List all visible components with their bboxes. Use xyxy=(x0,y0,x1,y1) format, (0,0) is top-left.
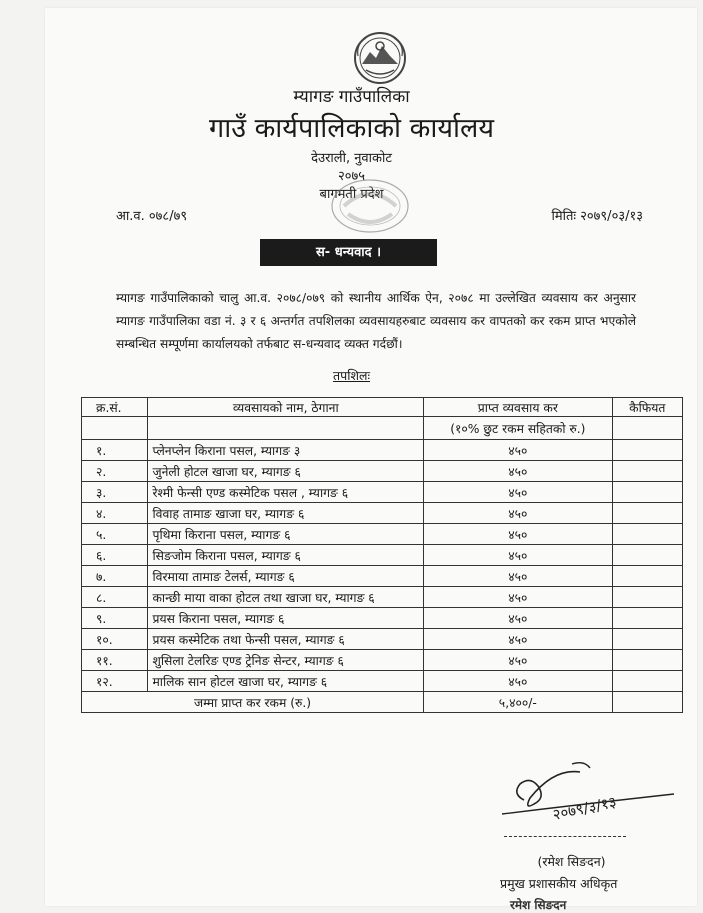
row-name: प्रयस कस्मेटिक तथा फेन्सी पसल, म्यागङ ६ xyxy=(148,629,424,650)
office-name: म्यागङ गाउँपालिका xyxy=(293,87,410,107)
row-sn: ११. xyxy=(82,650,148,671)
row-remarks xyxy=(612,524,682,545)
row-name: प्लेनप्लेन किराना पसल, म्यागङ ३ xyxy=(148,440,424,461)
address-line-1: देउराली, नुवाकोट xyxy=(311,151,392,166)
office-stamp-icon xyxy=(322,176,414,240)
row-name: रेश्मी फेन्सी एण्ड कस्मेटिक पसल , म्यागङ ६ xyxy=(148,482,424,503)
signatory-name: (रमेश सिङदन) xyxy=(537,854,606,869)
row-name: शुसिला टेलरिङ एण्ड ट्रेनिङ सेन्टर, म्यागङ ६ xyxy=(148,650,424,671)
table-row xyxy=(82,482,683,503)
row-remarks xyxy=(612,587,682,608)
row-name: प्रयस किराना पसल, म्यागङ ६ xyxy=(148,608,424,629)
table-row xyxy=(82,566,683,587)
row-name: सिङजोम किराना पसल, म्यागङ ६ xyxy=(148,545,424,566)
row-remarks xyxy=(612,566,682,587)
signatory-stamp: रमेश सिङदन xyxy=(510,898,567,912)
row-amount: ४५० xyxy=(424,566,613,587)
row-remarks xyxy=(612,671,682,692)
row-name: कान्छी माया वाका होटल तथा खाजा घर, म्यागङ ६ xyxy=(148,587,424,608)
table-row xyxy=(82,440,683,461)
address-line-3: बागमती प्रदेश xyxy=(319,187,384,202)
signature-date: २०७९/३/१३ xyxy=(551,792,619,824)
row-amount: ४५० xyxy=(424,545,613,566)
table-row xyxy=(82,629,683,650)
total-label: जम्मा प्राप्त कर रकम (रु.) xyxy=(82,692,424,713)
tax-table xyxy=(81,397,683,713)
row-remarks xyxy=(612,503,682,524)
row-amount: ४५० xyxy=(424,587,613,608)
table-row xyxy=(82,608,683,629)
table-row xyxy=(82,503,683,524)
government-emblem-icon xyxy=(352,30,408,86)
table-row xyxy=(82,524,683,545)
row-amount: ४५० xyxy=(424,671,613,692)
row-amount: ४५० xyxy=(424,482,613,503)
table-row xyxy=(82,650,683,671)
title-bar: स- धन्यवाद । xyxy=(260,239,437,266)
row-sn: १. xyxy=(82,440,148,461)
row-amount: ४५० xyxy=(424,461,613,482)
row-sn: ७. xyxy=(82,566,148,587)
table-row xyxy=(82,461,683,482)
row-sn: ४. xyxy=(82,503,148,524)
details-label xyxy=(0,367,703,384)
row-sn: ९. xyxy=(82,608,148,629)
header-amount-sub: (१०% छुट रकम सहितको रु.) xyxy=(424,417,613,440)
row-remarks xyxy=(612,545,682,566)
row-name: मालिक सान होटल खाजा घर, म्यागङ ६ xyxy=(148,671,424,692)
row-sn: ३. xyxy=(82,482,148,503)
row-sn: ८. xyxy=(82,587,148,608)
header-name: व्यवसायको नाम, ठेगाना xyxy=(148,398,424,417)
row-name: पृथिमा किराना पसल, म्यागङ ६ xyxy=(148,524,424,545)
row-name: विवाह तामाङ खाजा घर, म्यागङ ६ xyxy=(148,503,424,524)
letter-date: मितिः २०७९/०३/१३ xyxy=(551,209,643,224)
row-sn: १०. xyxy=(82,629,148,650)
row-amount: ४५० xyxy=(424,650,613,671)
row-remarks xyxy=(612,650,682,671)
address-line-2: २०७५ xyxy=(337,169,366,184)
signatory-role: प्रमुख प्रशासकीय अधिकृत xyxy=(500,876,618,891)
header-name-cont xyxy=(148,417,424,440)
fiscal-year: आ.व. ०७८/७९ xyxy=(116,209,188,224)
row-amount: ४५० xyxy=(424,608,613,629)
table-row xyxy=(82,545,683,566)
header-amount: प्राप्त व्यवसाय कर xyxy=(424,398,613,417)
table-header-row xyxy=(82,398,683,417)
row-sn: ६. xyxy=(82,545,148,566)
total-row xyxy=(82,692,683,713)
row-name: विरमाया तामाङ टेलर्स, म्यागङ ६ xyxy=(148,566,424,587)
row-sn: ५. xyxy=(82,524,148,545)
row-sn: २. xyxy=(82,461,148,482)
office-title: गाउँ कार्यपालिकाको कार्यालय xyxy=(209,113,494,144)
row-amount: ४५० xyxy=(424,440,613,461)
row-amount: ४५० xyxy=(424,503,613,524)
row-remarks xyxy=(612,482,682,503)
total-remarks xyxy=(612,692,682,713)
row-remarks xyxy=(612,608,682,629)
signature-line xyxy=(504,836,626,837)
row-amount: ४५० xyxy=(424,524,613,545)
row-sn: १२. xyxy=(82,671,148,692)
header-remarks-cont xyxy=(612,417,682,440)
signature xyxy=(494,754,684,832)
total-amount: ५,४००/- xyxy=(424,692,613,713)
row-remarks xyxy=(612,440,682,461)
row-remarks xyxy=(612,461,682,482)
header-sn: क्र.सं. xyxy=(82,398,148,417)
body-paragraph: म्यागङ गाउँपालिकाको चालु आ.व. २०७८/०७९ को स्थानीय आर्थिक ऐन, २०७८ मा उल्लेखित व्यवसाय कर अनुसार म्यागङ गाउँपालिका वडा नं. ३ र ६ अन्तर्गत तपशिलका व्यवसायहरुबाट व्यवसाय कर वापतको कर रकम प्राप्त भएकोले सम्बन्धित सम्पूर्णमा कार्यालयको तर्फबाट स-धन्यवाद व्यक्त गर्दछौं। xyxy=(116,291,636,351)
details-label-text: तपशिलः xyxy=(333,368,370,383)
header-remarks: कैफियत xyxy=(612,398,682,417)
row-amount: ४५० xyxy=(424,629,613,650)
table-row xyxy=(82,587,683,608)
table-row xyxy=(82,671,683,692)
table-header-sub-row xyxy=(82,417,683,440)
row-remarks xyxy=(612,629,682,650)
header-sn-cont xyxy=(82,417,148,440)
row-name: जुनेली होटल खाजा घर, म्यागङ ६ xyxy=(148,461,424,482)
